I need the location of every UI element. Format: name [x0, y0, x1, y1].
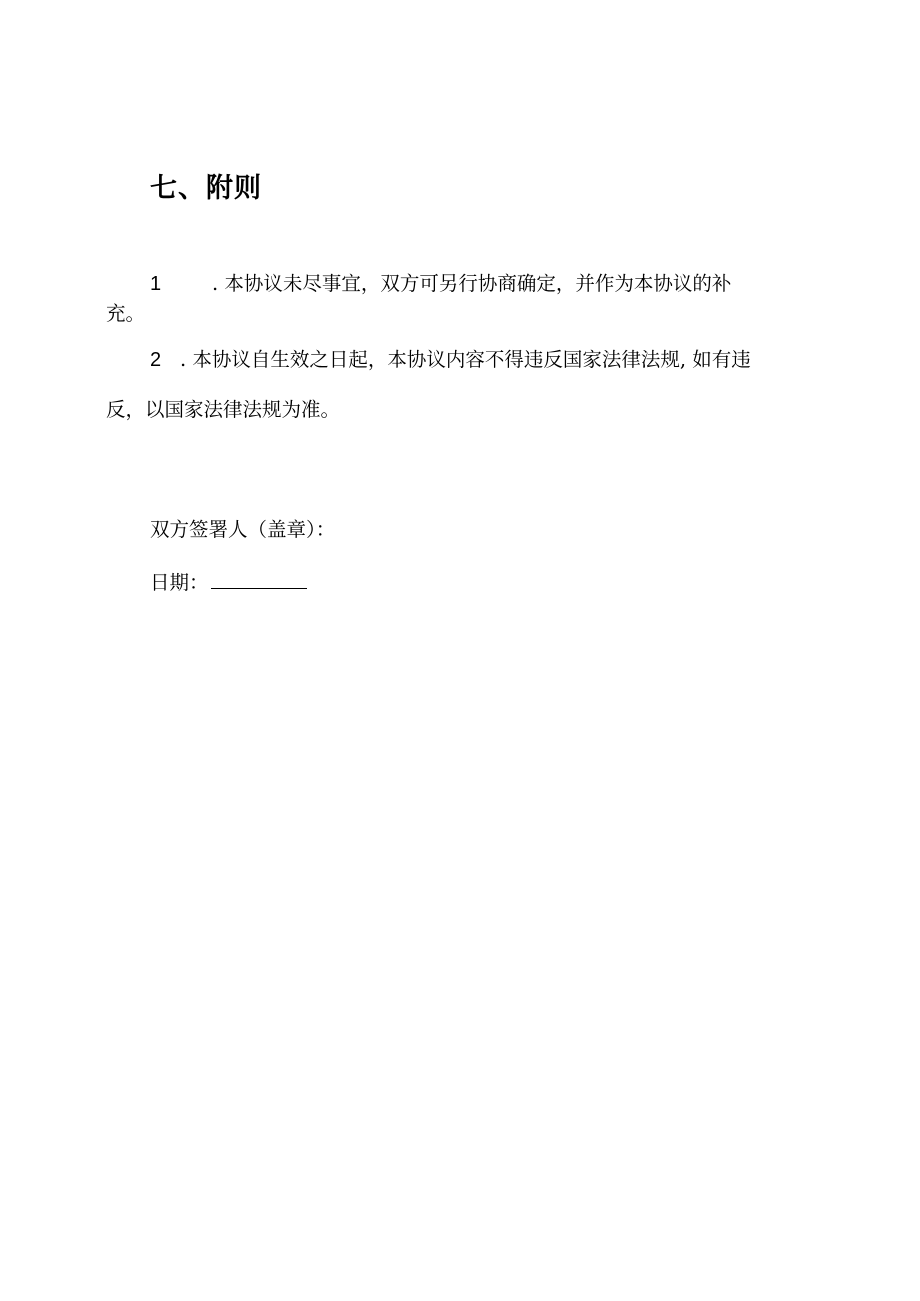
date-label: 日期： — [150, 571, 209, 594]
item-1-line-1 — [150, 274, 731, 294]
signatories-label: 双方签署人（盖章）： — [150, 518, 336, 541]
item-2-line-1 — [150, 350, 751, 370]
item-2-number: 2 — [150, 349, 162, 371]
item-1-line-2: 充。 — [106, 302, 146, 325]
item-1-number: 1 — [150, 273, 162, 295]
item-2-line-2: 反，以国家法律法规为准。 — [106, 398, 341, 421]
item-1-text: . 本协议未尽事宜，双方可另行协商确定，并作为本协议的补 — [212, 272, 732, 295]
item-2-text: . 本协议自生效之日起，本协议内容不得违反国家法律法规, 如有违 — [180, 348, 751, 371]
date-blank-line — [211, 571, 307, 589]
section-heading: 七、附则 — [150, 173, 262, 204]
date-row — [150, 571, 307, 593]
